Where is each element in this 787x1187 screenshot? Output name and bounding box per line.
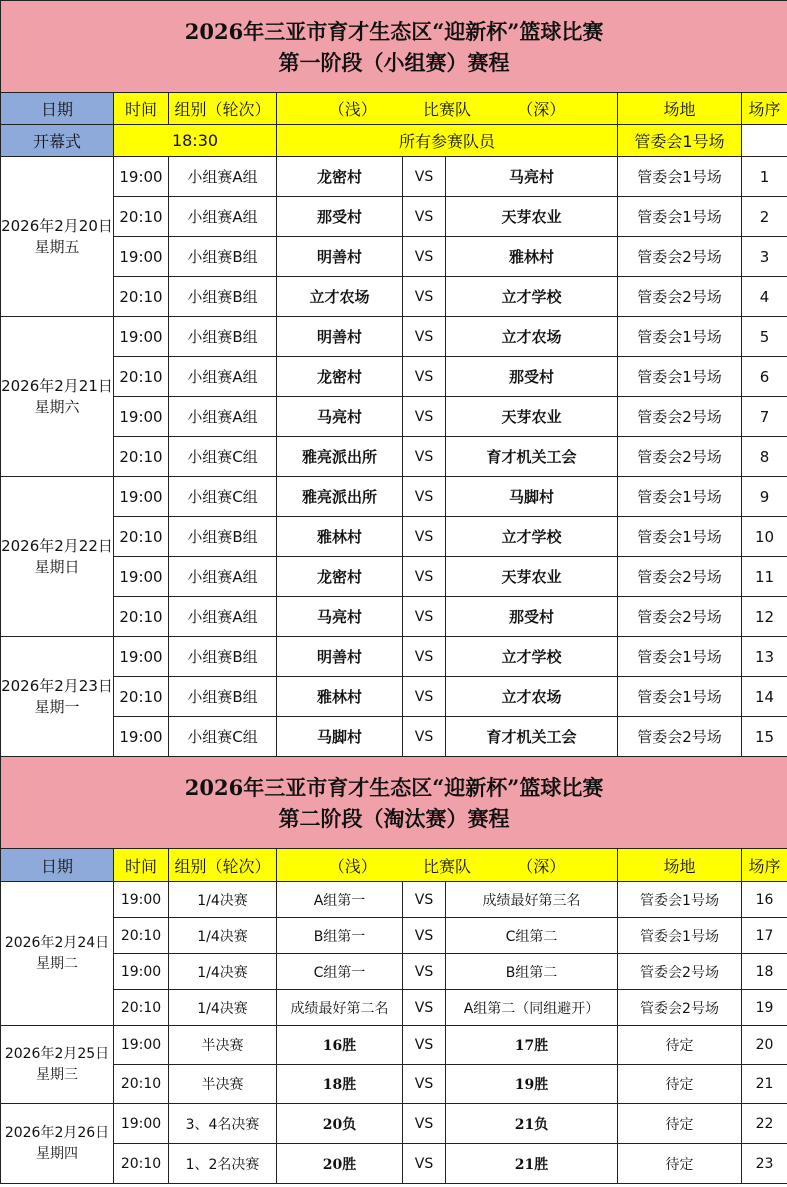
team-dark: C组第二 bbox=[446, 918, 618, 954]
team-dark: 19胜 bbox=[446, 1065, 618, 1104]
match-venue: 管委会1号场 bbox=[618, 517, 742, 557]
date-text: 2026年2月23日 bbox=[1, 676, 113, 695]
stage1-title-line2: 第一阶段（小组赛）赛程 bbox=[278, 49, 510, 75]
vs-label: VS bbox=[403, 597, 446, 637]
vs-label: VS bbox=[403, 437, 446, 477]
team-light: 明善村 bbox=[277, 237, 403, 277]
match-date bbox=[1, 317, 114, 477]
team-dark: 立才农场 bbox=[446, 677, 618, 717]
team-dark: 天芽农业 bbox=[446, 397, 618, 437]
team-light: A组第一 bbox=[277, 882, 403, 918]
match-row bbox=[1, 397, 787, 437]
match-order: 8 bbox=[742, 437, 787, 477]
vs-label: VS bbox=[403, 637, 446, 677]
team-light: 那受村 bbox=[277, 197, 403, 237]
match-group: 小组赛A组 bbox=[169, 597, 277, 637]
match-venue: 管委会2号场 bbox=[618, 437, 742, 477]
opening-teams: 所有参赛队员 bbox=[277, 125, 618, 157]
match-order: 21 bbox=[742, 1065, 787, 1104]
team-dark: 17胜 bbox=[446, 1026, 618, 1065]
header-team-b: （深） bbox=[517, 100, 566, 119]
stage2-section bbox=[1, 757, 787, 1184]
team-dark: 成绩最好第三名 bbox=[446, 882, 618, 918]
weekday-text: 星期六 bbox=[34, 397, 80, 416]
match-time: 19:00 bbox=[114, 1026, 169, 1065]
team-dark: 育才机关工会 bbox=[446, 437, 618, 477]
vs-label: VS bbox=[403, 237, 446, 277]
match-row bbox=[1, 954, 787, 990]
match-group: 半决赛 bbox=[169, 1065, 277, 1104]
header-teams-label: 比赛队 bbox=[422, 856, 471, 876]
match-row bbox=[1, 357, 787, 397]
vs-label: VS bbox=[403, 517, 446, 557]
team-light: 明善村 bbox=[277, 317, 403, 357]
team-light: 雅林村 bbox=[277, 677, 403, 717]
match-venue: 待定 bbox=[618, 1026, 742, 1065]
match-order: 18 bbox=[742, 954, 787, 990]
team-dark: 立才学校 bbox=[446, 637, 618, 677]
team-dark: 那受村 bbox=[446, 357, 618, 397]
match-time: 19:00 bbox=[114, 882, 169, 918]
match-time: 19:00 bbox=[114, 557, 169, 597]
match-venue: 待定 bbox=[618, 1065, 742, 1104]
match-time: 20:10 bbox=[114, 918, 169, 954]
vs-label: VS bbox=[403, 882, 446, 918]
stage1-title-line1: 2026年三亚市育才生态区“迎新杯”篮球比赛 bbox=[184, 18, 604, 44]
match-row bbox=[1, 882, 787, 918]
match-group: 小组赛A组 bbox=[169, 397, 277, 437]
match-time: 19:00 bbox=[114, 157, 169, 197]
match-group: 小组赛A组 bbox=[169, 357, 277, 397]
match-row bbox=[1, 157, 787, 197]
team-dark: 21胜 bbox=[446, 1144, 618, 1184]
match-time: 19:00 bbox=[114, 397, 169, 437]
team-dark: 那受村 bbox=[446, 597, 618, 637]
match-date bbox=[1, 637, 114, 757]
match-time: 19:00 bbox=[114, 1104, 169, 1144]
match-venue: 管委会2号场 bbox=[618, 597, 742, 637]
stage2-title-line1: 2026年三亚市育才生态区“迎新杯”篮球比赛 bbox=[184, 774, 604, 800]
team-dark: 天芽农业 bbox=[446, 197, 618, 237]
team-light: 龙密村 bbox=[277, 557, 403, 597]
stage1-header-row bbox=[1, 93, 787, 125]
match-row bbox=[1, 717, 787, 757]
match-group: 小组赛B组 bbox=[169, 277, 277, 317]
match-time: 20:10 bbox=[114, 1065, 169, 1104]
team-dark: 立才学校 bbox=[446, 517, 618, 557]
header-date: 日期 bbox=[1, 93, 114, 125]
header-time: 时间 bbox=[114, 93, 169, 125]
match-venue: 管委会2号场 bbox=[618, 277, 742, 317]
match-venue: 管委会1号场 bbox=[618, 918, 742, 954]
team-dark: 21负 bbox=[446, 1104, 618, 1144]
match-row bbox=[1, 197, 787, 237]
match-order: 17 bbox=[742, 918, 787, 954]
match-time: 19:00 bbox=[114, 717, 169, 757]
match-row bbox=[1, 677, 787, 717]
header-order: 场序 bbox=[742, 93, 787, 125]
stage2-title bbox=[1, 757, 787, 849]
match-venue: 管委会1号场 bbox=[618, 357, 742, 397]
vs-label: VS bbox=[403, 1144, 446, 1184]
match-group: 小组赛B组 bbox=[169, 237, 277, 277]
header-venue: 场地 bbox=[618, 849, 742, 882]
match-order: 14 bbox=[742, 677, 787, 717]
match-order: 5 bbox=[742, 317, 787, 357]
team-light: 马亮村 bbox=[277, 597, 403, 637]
match-venue: 管委会1号场 bbox=[618, 477, 742, 517]
match-order: 15 bbox=[742, 717, 787, 757]
match-time: 19:00 bbox=[114, 237, 169, 277]
date-text: 2026年2月20日 bbox=[1, 216, 113, 235]
team-dark: A组第二（同组避开） bbox=[446, 990, 618, 1026]
date-text: 2026年2月26日 bbox=[4, 1124, 110, 1141]
match-order: 22 bbox=[742, 1104, 787, 1144]
weekday-text: 星期三 bbox=[36, 1066, 78, 1083]
match-row bbox=[1, 277, 787, 317]
header-teams bbox=[277, 849, 618, 882]
match-group: 小组赛C组 bbox=[169, 437, 277, 477]
match-order: 23 bbox=[742, 1144, 787, 1184]
match-venue: 待定 bbox=[618, 1104, 742, 1144]
header-order: 场序 bbox=[742, 849, 787, 882]
match-row bbox=[1, 637, 787, 677]
team-light: 雅林村 bbox=[277, 517, 403, 557]
match-row bbox=[1, 597, 787, 637]
match-venue: 管委会1号场 bbox=[618, 882, 742, 918]
match-venue: 管委会1号场 bbox=[618, 637, 742, 677]
match-order: 13 bbox=[742, 637, 787, 677]
header-team-a: （浅） bbox=[328, 100, 377, 119]
header-team-a: （浅） bbox=[328, 856, 377, 876]
vs-label: VS bbox=[403, 397, 446, 437]
match-time: 19:00 bbox=[114, 477, 169, 517]
vs-label: VS bbox=[403, 1026, 446, 1065]
vs-label: VS bbox=[403, 677, 446, 717]
match-order: 12 bbox=[742, 597, 787, 637]
match-order: 2 bbox=[742, 197, 787, 237]
match-group: 小组赛B组 bbox=[169, 637, 277, 677]
stage1-title bbox=[1, 1, 787, 93]
match-row bbox=[1, 1104, 787, 1144]
match-order: 6 bbox=[742, 357, 787, 397]
header-group: 组别（轮次） bbox=[169, 93, 277, 125]
match-order: 10 bbox=[742, 517, 787, 557]
match-group: 1/4决赛 bbox=[169, 990, 277, 1026]
team-dark: 育才机关工会 bbox=[446, 717, 618, 757]
match-venue: 管委会1号场 bbox=[618, 157, 742, 197]
team-light: 18胜 bbox=[277, 1065, 403, 1104]
vs-label: VS bbox=[403, 990, 446, 1026]
team-light: 20负 bbox=[277, 1104, 403, 1144]
vs-label: VS bbox=[403, 1104, 446, 1144]
team-dark: 天芽农业 bbox=[446, 557, 618, 597]
weekday-text: 星期五 bbox=[34, 237, 80, 256]
team-dark: 立才学校 bbox=[446, 277, 618, 317]
team-dark: 马脚村 bbox=[446, 477, 618, 517]
match-venue: 管委会2号场 bbox=[618, 397, 742, 437]
match-time: 19:00 bbox=[114, 637, 169, 677]
date-text: 2026年2月22日 bbox=[1, 536, 113, 555]
match-venue: 管委会2号场 bbox=[618, 717, 742, 757]
team-light: 马脚村 bbox=[277, 717, 403, 757]
team-light: 20胜 bbox=[277, 1144, 403, 1184]
vs-label: VS bbox=[403, 157, 446, 197]
match-time: 20:10 bbox=[114, 277, 169, 317]
match-order: 19 bbox=[742, 990, 787, 1026]
team-light: 雅亮派出所 bbox=[277, 477, 403, 517]
match-time: 19:00 bbox=[114, 317, 169, 357]
match-group: 小组赛A组 bbox=[169, 157, 277, 197]
stage2-title-line2: 第二阶段（淘汰赛）赛程 bbox=[278, 805, 510, 831]
vs-label: VS bbox=[403, 557, 446, 597]
match-venue: 管委会2号场 bbox=[618, 990, 742, 1026]
team-light: 龙密村 bbox=[277, 157, 403, 197]
vs-label: VS bbox=[403, 918, 446, 954]
match-date bbox=[1, 477, 114, 637]
match-time: 20:10 bbox=[114, 197, 169, 237]
weekday-text: 星期日 bbox=[34, 557, 80, 576]
match-venue: 管委会2号场 bbox=[618, 954, 742, 990]
match-group: 半决赛 bbox=[169, 1026, 277, 1065]
match-row bbox=[1, 317, 787, 357]
team-light: 马亮村 bbox=[277, 397, 403, 437]
match-group: 小组赛C组 bbox=[169, 717, 277, 757]
match-order: 20 bbox=[742, 1026, 787, 1065]
vs-label: VS bbox=[403, 1065, 446, 1104]
header-time: 时间 bbox=[114, 849, 169, 882]
header-venue: 场地 bbox=[618, 93, 742, 125]
match-row bbox=[1, 517, 787, 557]
match-row bbox=[1, 1065, 787, 1104]
match-date bbox=[1, 882, 114, 1026]
match-group: 1/4决赛 bbox=[169, 954, 277, 990]
vs-label: VS bbox=[403, 477, 446, 517]
opening-label: 开幕式 bbox=[1, 125, 114, 157]
match-date bbox=[1, 157, 114, 317]
match-time: 20:10 bbox=[114, 517, 169, 557]
match-order: 1 bbox=[742, 157, 787, 197]
match-group: 小组赛C组 bbox=[169, 477, 277, 517]
team-light: B组第一 bbox=[277, 918, 403, 954]
match-venue: 管委会2号场 bbox=[618, 237, 742, 277]
match-group: 1、2名决赛 bbox=[169, 1144, 277, 1184]
match-row bbox=[1, 557, 787, 597]
date-text: 2026年2月21日 bbox=[1, 376, 113, 395]
match-group: 3、4名决赛 bbox=[169, 1104, 277, 1144]
match-group: 1/4决赛 bbox=[169, 882, 277, 918]
match-time: 20:10 bbox=[114, 1144, 169, 1184]
match-order: 3 bbox=[742, 237, 787, 277]
vs-label: VS bbox=[403, 357, 446, 397]
match-order: 4 bbox=[742, 277, 787, 317]
team-light: 立才农场 bbox=[277, 277, 403, 317]
match-group: 小组赛A组 bbox=[169, 557, 277, 597]
team-light: C组第一 bbox=[277, 954, 403, 990]
match-group: 小组赛B组 bbox=[169, 677, 277, 717]
header-date: 日期 bbox=[1, 849, 114, 882]
match-row bbox=[1, 1144, 787, 1184]
team-light: 明善村 bbox=[277, 637, 403, 677]
weekday-text: 星期二 bbox=[36, 955, 78, 972]
match-group: 小组赛B组 bbox=[169, 517, 277, 557]
match-row bbox=[1, 437, 787, 477]
match-group: 小组赛B组 bbox=[169, 317, 277, 357]
opening-time: 18:30 bbox=[114, 125, 277, 157]
match-time: 20:10 bbox=[114, 677, 169, 717]
match-order: 7 bbox=[742, 397, 787, 437]
match-time: 20:10 bbox=[114, 597, 169, 637]
weekday-text: 星期四 bbox=[36, 1145, 78, 1162]
match-row bbox=[1, 237, 787, 277]
vs-label: VS bbox=[403, 954, 446, 990]
header-group: 组别（轮次） bbox=[169, 849, 277, 882]
header-teams-label: 比赛队 bbox=[422, 100, 471, 119]
team-dark: 立才农场 bbox=[446, 317, 618, 357]
team-light: 16胜 bbox=[277, 1026, 403, 1065]
stage2-header-row bbox=[1, 849, 787, 882]
match-time: 20:10 bbox=[114, 990, 169, 1026]
match-order: 9 bbox=[742, 477, 787, 517]
weekday-text: 星期一 bbox=[34, 697, 80, 716]
vs-label: VS bbox=[403, 317, 446, 357]
vs-label: VS bbox=[403, 717, 446, 757]
team-light: 龙密村 bbox=[277, 357, 403, 397]
match-row bbox=[1, 918, 787, 954]
header-team-b: （深） bbox=[517, 856, 566, 876]
match-time: 20:10 bbox=[114, 437, 169, 477]
stage1-section bbox=[1, 1, 787, 757]
match-time: 20:10 bbox=[114, 357, 169, 397]
team-dark: 雅林村 bbox=[446, 237, 618, 277]
opening-row bbox=[1, 125, 787, 157]
match-date bbox=[1, 1104, 114, 1184]
match-venue: 管委会2号场 bbox=[618, 557, 742, 597]
vs-label: VS bbox=[403, 197, 446, 237]
team-light: 雅亮派出所 bbox=[277, 437, 403, 477]
opening-venue: 管委会1号场 bbox=[618, 125, 742, 157]
match-order: 16 bbox=[742, 882, 787, 918]
match-row bbox=[1, 1026, 787, 1065]
match-date bbox=[1, 1026, 114, 1104]
match-order: 11 bbox=[742, 557, 787, 597]
match-time: 19:00 bbox=[114, 954, 169, 990]
team-light: 成绩最好第二名 bbox=[277, 990, 403, 1026]
date-text: 2026年2月24日 bbox=[4, 934, 110, 951]
vs-label: VS bbox=[403, 277, 446, 317]
match-row bbox=[1, 477, 787, 517]
team-dark: 马亮村 bbox=[446, 157, 618, 197]
date-text: 2026年2月25日 bbox=[4, 1045, 110, 1062]
opening-order bbox=[742, 125, 787, 157]
match-row bbox=[1, 990, 787, 1026]
match-group: 小组赛A组 bbox=[169, 197, 277, 237]
match-venue: 待定 bbox=[618, 1144, 742, 1184]
match-group: 1/4决赛 bbox=[169, 918, 277, 954]
header-teams bbox=[277, 93, 618, 125]
match-venue: 管委会1号场 bbox=[618, 677, 742, 717]
match-venue: 管委会1号场 bbox=[618, 317, 742, 357]
team-dark: B组第二 bbox=[446, 954, 618, 990]
match-venue: 管委会1号场 bbox=[618, 197, 742, 237]
